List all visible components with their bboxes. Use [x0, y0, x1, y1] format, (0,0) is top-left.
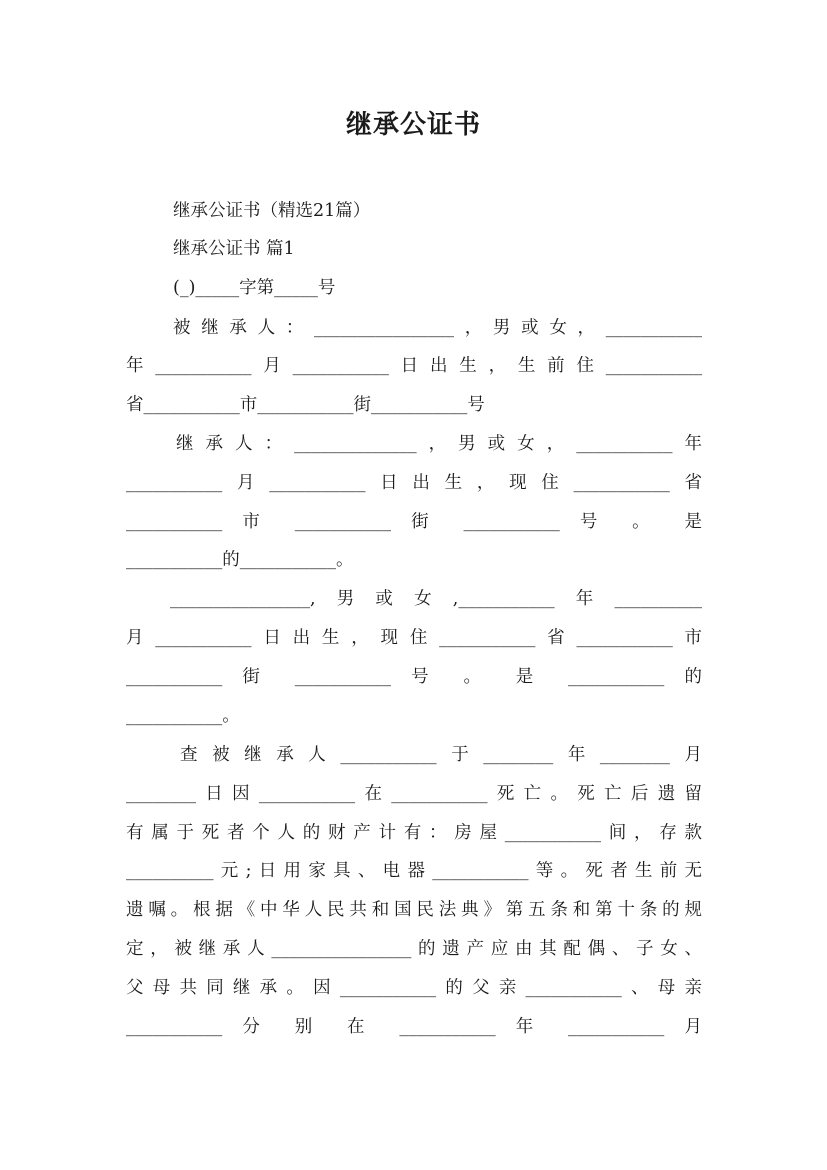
doc-line: ___________ 街 ___________ 号 。 是 ___________ 的 — [126, 667, 702, 687]
doc-line: ___________ 分 别 在 ___________ 年 ___________ 月 — [126, 1017, 702, 1037]
doc-line: ________________,男或女,___________年__________ — [170, 589, 702, 609]
doc-line: 月___________日出生，现住___________省___________市 — [126, 628, 702, 648]
document-title: 继承公证书 — [345, 110, 481, 140]
doc-line: 年___________月___________日出生，生前住___________ — [126, 356, 702, 376]
doc-line: 被继承人：________________，男或女，___________ — [173, 318, 702, 338]
doc-line: 查被继承人___________于________年________月 — [180, 745, 702, 765]
doc-line: ________日因___________在___________死亡。死亡后遗留 — [126, 784, 702, 804]
doc-line-case-number: (_)_____字第_____号 — [173, 278, 336, 298]
doc-line: 继承人：______________，男或女，___________年 — [176, 434, 702, 454]
doc-line: 有属于死者个人的财产计有：房屋___________间，存款 — [126, 823, 702, 843]
doc-line: ___________月___________日出生，现住___________省 — [126, 473, 702, 493]
doc-line: __________元;日用家具、电器___________等。死者生前无 — [126, 861, 702, 881]
doc-line: 父母共同继承。因___________的父亲___________、母亲 — [126, 978, 702, 998]
doc-line-heading: 继承公证书（精选21篇） — [173, 201, 371, 221]
doc-line-subheading: 继承公证书 篇1 — [173, 239, 295, 259]
doc-line: 定，被继承人________________的遗产应由其配偶、子女、 — [126, 939, 702, 959]
doc-line: 省___________市___________街___________号 — [126, 395, 485, 415]
doc-line: ___________ 市 ___________ 街 ___________ 号 。 是 — [126, 512, 702, 532]
doc-line: ___________的___________。 — [126, 550, 354, 570]
doc-line: 遗嘱。根据《中华人民共和国民法典》第五条和第十条的规 — [126, 900, 702, 920]
doc-line: ___________。 — [126, 706, 240, 726]
